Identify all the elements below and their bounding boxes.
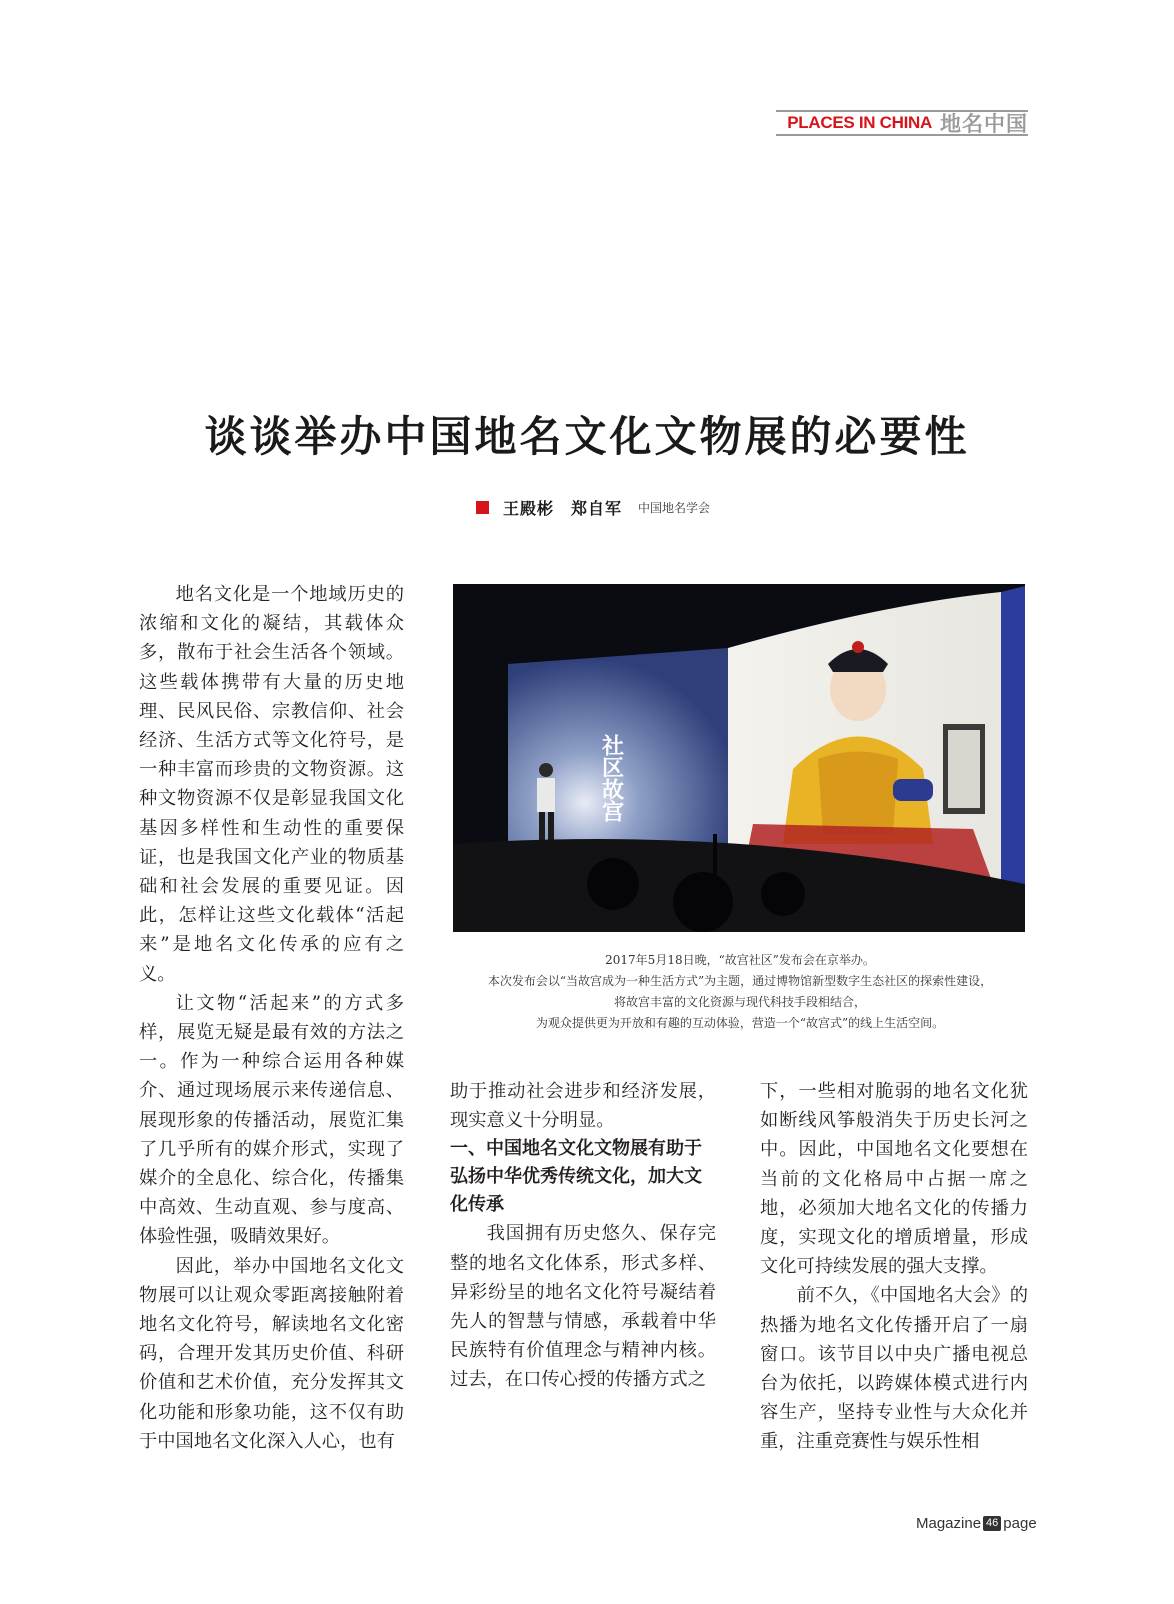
section-heading: 一、中国地名文化文物展有助于弘扬中华优秀传统文化，加大文化传承 xyxy=(450,1138,702,1216)
caption-line: 为观众提供更为开放和有趣的互动体验，营造一个“故宫式”的线上生活空间。 xyxy=(535,1016,945,1030)
section-header-en: PLACES IN CHINA xyxy=(787,113,932,132)
paragraph: 下，一些相对脆弱的地名文化犹如断线风筝般消失于历史长河之中。因此，中国地名文化要想在当前的文化格局中占据一席之地，必须加大地名文化的传播力度，实现文化的增质增量，形成文化可持续发展的强大支撑。 xyxy=(760,1081,1028,1278)
byline-marker-icon xyxy=(476,501,489,514)
paragraph: 前不久，《中国地名大会》的热播为地名文化传播开启了一扇窗口。该节目以中央广播电视总台为依托，以跨媒体模式进行内容生产，坚持专业性与大众化并重，注重竞赛性与娱乐性相 xyxy=(760,1285,1028,1453)
paragraph: 我国拥有历史悠久、保存完整的地名文化体系，形式多样、异彩纷呈的地名文化符号凝结着先人的智慧与情感，承载着中华民族特有价值理念与精神内核。过去，在口传心授的传播方式之 xyxy=(450,1223,716,1391)
footer-magazine: Magazine xyxy=(916,1515,982,1532)
paragraph: 因此，举办中国地名文化文物展可以让观众零距离接触附着地名文化符号，解读地名文化密码，合理开发其历史价值、科研价值和艺术价值，充分发挥其文化功能和形象功能，这不仅有助于中国地名文化深入人心，也有 xyxy=(139,1255,404,1452)
section-header-cn: 地名中国 xyxy=(940,112,1028,136)
body-column-2 xyxy=(450,1077,716,1395)
body-column-3 xyxy=(760,1077,1028,1457)
caption-line: 2017年5月18日晚，“故宫社区”发布会在京举办。 xyxy=(605,953,875,967)
paragraph: 让文物“活起来”的方式多样，展览无疑是最有效的方法之一。作为一种综合运用各种媒介、通过现场展示来传递信息、展现形象的传播活动，展览汇集了几乎所有的媒介形式，实现了媒介的全息化、综合化，传播集中高效、生动直观、参与度高、体验性强，吸睛效果好。 xyxy=(139,992,404,1248)
footer-page: page xyxy=(1003,1515,1037,1532)
byline-organization: 中国地名学会 xyxy=(638,501,711,515)
byline xyxy=(476,496,710,519)
page-footer xyxy=(916,1515,1037,1532)
screen-logo: 社区故宫 xyxy=(598,734,624,822)
byline-authors: 王殿彬 郑自军 xyxy=(503,499,623,518)
event-photo xyxy=(453,584,1025,932)
body-column-1 xyxy=(139,580,404,1456)
section-header xyxy=(776,110,1028,136)
paragraph: 助于推动社会进步和经济发展，现实意义十分明显。 xyxy=(450,1081,716,1132)
caption-line: 将故宫丰富的文化资源与现代科技手段相结合， xyxy=(613,995,866,1009)
caption-line: 本次发布会以“当故宫成为一种生活方式”为主题，通过博物馆新型数字生态社区的探索性建设， xyxy=(487,974,993,988)
photo-caption xyxy=(440,950,1040,1034)
page-number: 46 xyxy=(983,1516,1001,1531)
article-title: 谈谈举办中国地名文化文物展的必要性 xyxy=(204,412,970,461)
event-photo-illustration xyxy=(453,584,1025,932)
paragraph: 地名文化是一个地域历史的浓缩和文化的凝结，其载体众多，散布于社会生活各个领域。这些载体携带有大量的历史地理、民风民俗、宗教信仰、社会经济、生活方式等文化符号，是一种丰富而珍贵的文物资源。这种文物资源不仅是彰显我国文化基因多样性和生动性的重要保证，也是我国文化产业的物质基础和社会发展的重要见证。因此，怎样让这些文化载体“活起来”是地名文化传承的应有之义。 xyxy=(139,584,404,985)
